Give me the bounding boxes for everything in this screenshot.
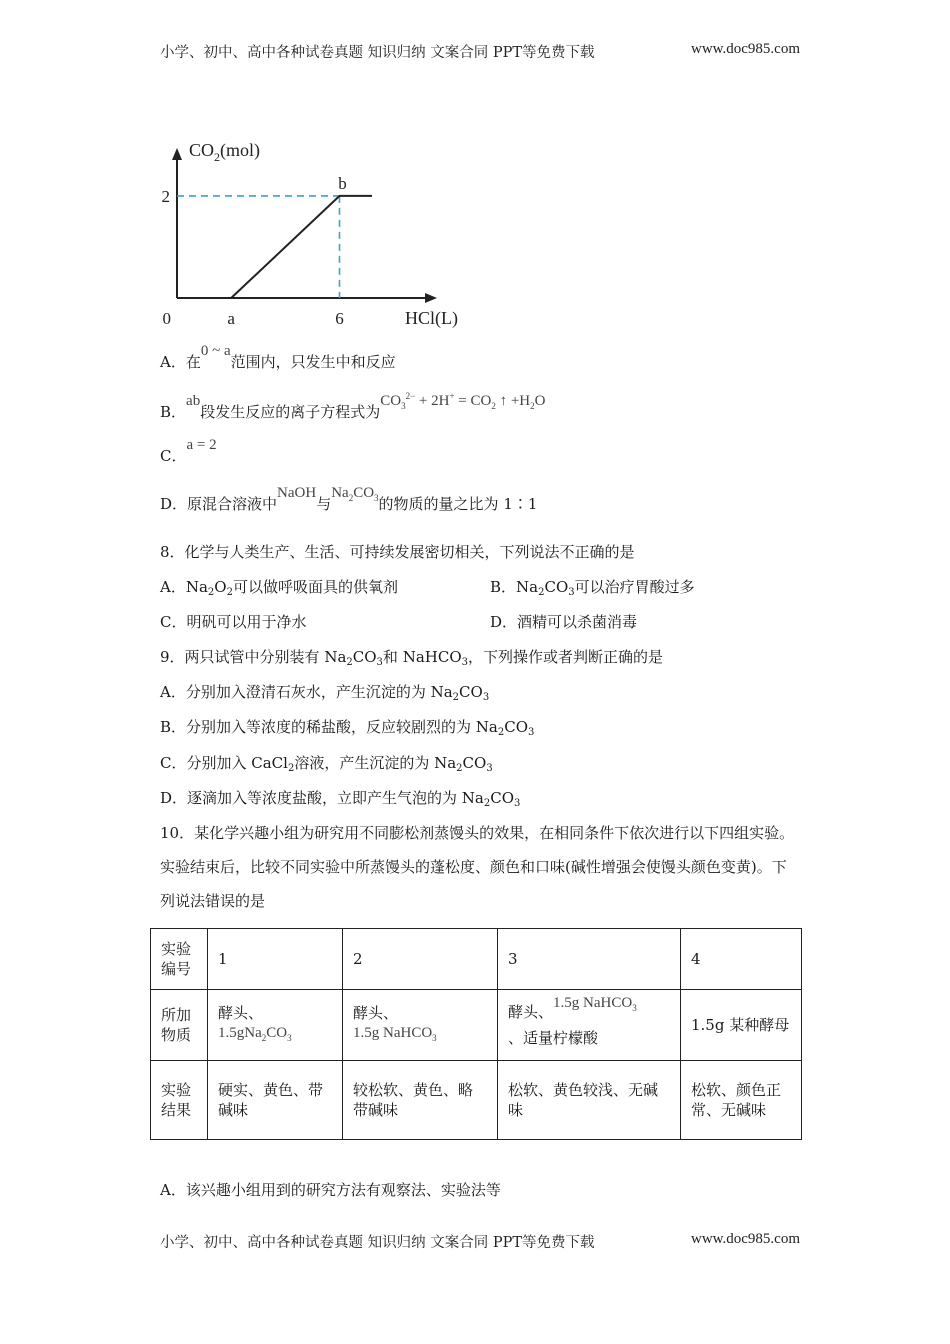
table-cell: 所加物质 (151, 990, 208, 1061)
q8-stem: 8．化学与人类生产、生活、可持续发展密切相关，下列说法不正确的是 (160, 543, 635, 561)
header-site-link[interactable]: www.doc985.com (690, 41, 800, 57)
table-cell: 实验结果 (151, 1061, 208, 1140)
x-tick-label: 6 (335, 309, 344, 328)
q8-option-a: A．$Na_2O_2$可以做呼吸面具的供氧剂 (160, 578, 398, 598)
table-row (151, 1061, 802, 1140)
chart-labels (162, 140, 459, 329)
table-row (151, 929, 802, 990)
table-cell: 较松软、黄色、略带碱味 (343, 1061, 498, 1140)
table-cell: 松软、黄色较浅、无碱味 (498, 1061, 681, 1140)
table-cell: 1 (208, 929, 343, 990)
chart-marks (177, 196, 372, 298)
header-text: 小学、初中、高中各种试卷真题 知识归纳 文案合同 PPT等免费下载 (160, 45, 595, 61)
q8-option-d: D．酒精可以杀菌消毒 (490, 613, 638, 631)
chart-axes (172, 148, 437, 303)
table-cell: 松软、颜色正常、无碱味 (681, 1061, 802, 1140)
q8-option-c: C．明矾可以用于净水 (160, 613, 307, 631)
q7-option-d: D．原混合溶液中NaOH与$Na_2CO_3$的物质的量之比为 1∶1 (160, 485, 538, 513)
table-cell: 酵头、1.5g NaHCO$_3$ 、适量柠檬酸 (498, 990, 681, 1061)
q10-option-a: A．该兴趣小组用到的研究方法有观察法、实验法等 (160, 1181, 501, 1199)
table-cell: 4 (681, 929, 802, 990)
table-cell: 酵头、 1.5g NaHCO$_3$ (343, 990, 498, 1061)
table-cell: 酵头、 $1.5gNa_2CO_3$ (208, 990, 343, 1061)
page-footer (160, 1231, 800, 1252)
x-tick-label: 0 (162, 309, 171, 328)
co2-hcl-chart (140, 120, 480, 330)
q9-stem: 9．两只试管中分别装有 $Na_2CO_3$和 NaHCO$_3$，下列操作或者判断正确的是 (160, 648, 664, 668)
footer-site-link[interactable]: www.doc985.com (690, 1231, 800, 1247)
table-cell: 1.5g 某种酵母 (681, 990, 802, 1061)
q9-option-d: D．逐滴加入等浓度盐酸，立即产生气泡的为 $Na_2CO_3$ (160, 789, 521, 809)
table-cell: 实验编号 (151, 929, 208, 990)
q8-option-b: B．$Na_2CO_3$可以治疗胃酸过多 (490, 578, 695, 598)
q7-option-c: C．a = 2 (160, 437, 217, 465)
experiment-table (150, 928, 802, 1140)
table-cell: 3 (498, 929, 681, 990)
point-label-b: b (338, 173, 347, 193)
q9-option-c: C．分别加入 CaCl$_2$溶液，产生沉淀的为 $Na_2CO_3$ (160, 754, 493, 774)
page-header (160, 41, 800, 62)
q9-option-b: B．分别加入等浓度的稀盐酸，反应较剧烈的为 $Na_2CO_3$ (160, 718, 535, 738)
q10-stem: 10．某化学兴趣小组为研究用不同膨松剂蒸馒头的效果，在相同条件下依次进行以下四组实验。实验结束后，比较不同实验中所蒸馒头的蓬松度、颜色和口味(碱性增强会使馒头颜色变黄)。下列说法错误的是 (160, 824, 795, 910)
x-axis-label: HCl(L) (405, 308, 458, 328)
table-cell: 硬实、黄色、带碱味 (208, 1061, 343, 1140)
y-tick-label: 2 (161, 186, 170, 206)
y-axis-arrow (172, 148, 182, 160)
q7-option-a: A．在0 ~ a范围内，只发生中和反应 (160, 343, 396, 371)
table-cell: 2 (343, 929, 498, 990)
x-axis-arrow (425, 293, 437, 303)
series-line-co2 (231, 196, 372, 298)
footer-text: 小学、初中、高中各种试卷真题 知识归纳 文案合同 PPT等免费下载 (160, 1235, 595, 1251)
x-tick-label: a (227, 309, 235, 328)
y-axis-label: $CO_2(mol)$ (189, 140, 261, 164)
q9-option-a: A．分别加入澄清石灰水，产生沉淀的为 $Na_2CO_3$ (160, 683, 490, 703)
table-row (151, 990, 802, 1061)
q7-option-b: B．ab段发生反应的离子方程式为$CO_3^{2-} + 2H^+ = CO_2$ ↑ $+H_2O$ (160, 391, 546, 421)
